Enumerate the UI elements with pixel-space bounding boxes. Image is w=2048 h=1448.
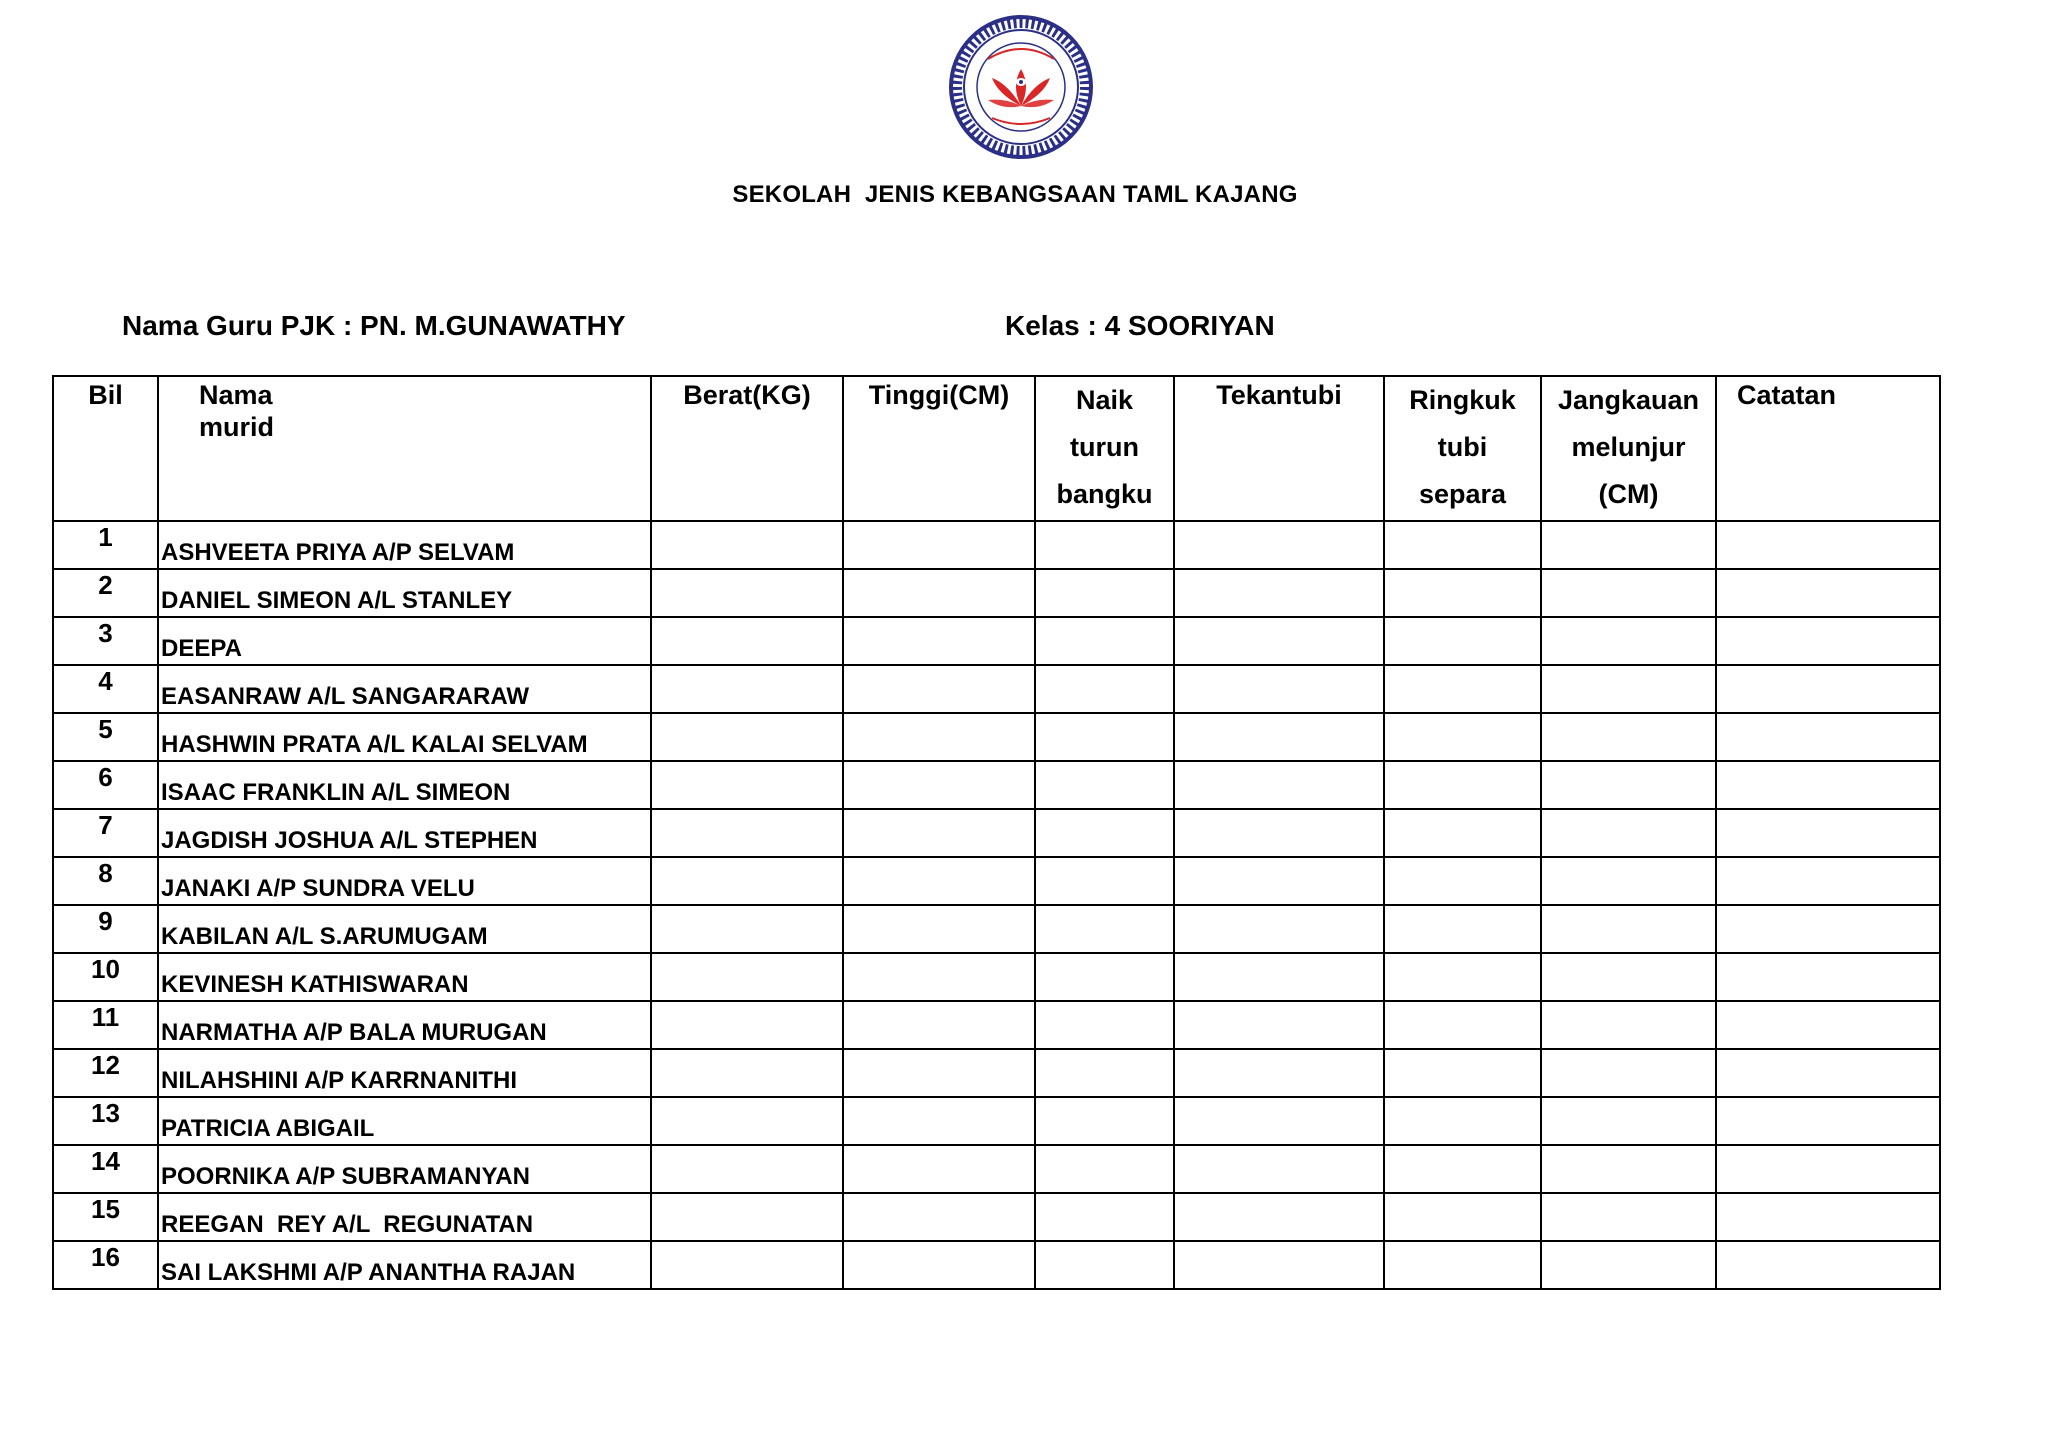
cell-tinggi[interactable] bbox=[843, 569, 1035, 617]
cell-tekantubi[interactable] bbox=[1174, 1241, 1384, 1289]
cell-tekantubi[interactable] bbox=[1174, 809, 1384, 857]
cell-ringkuk-tubi-separa[interactable] bbox=[1384, 617, 1541, 665]
cell-tinggi[interactable] bbox=[843, 521, 1035, 569]
cell-nama-murid: KABILAN A/L S.ARUMUGAM bbox=[158, 905, 651, 953]
table-row bbox=[53, 1241, 1940, 1289]
cell-jangkauan-melunjur[interactable] bbox=[1541, 953, 1716, 1001]
cell-jangkauan-melunjur[interactable] bbox=[1541, 521, 1716, 569]
header-naik-turun-bangku: Naik turun bangku bbox=[1035, 376, 1174, 521]
cell-tekantubi[interactable] bbox=[1174, 713, 1384, 761]
cell-catatan[interactable] bbox=[1716, 713, 1940, 761]
cell-nama-murid: PATRICIA ABIGAIL bbox=[158, 1097, 651, 1145]
cell-tekantubi[interactable] bbox=[1174, 905, 1384, 953]
cell-naik-turun-bangku[interactable] bbox=[1035, 953, 1174, 1001]
cell-bil: 10 bbox=[53, 953, 158, 1001]
cell-berat[interactable] bbox=[651, 809, 843, 857]
cell-nama-murid: POORNIKA A/P SUBRAMANYAN bbox=[158, 1145, 651, 1193]
cell-naik-turun-bangku[interactable] bbox=[1035, 1097, 1174, 1145]
cell-ringkuk-tubi-separa[interactable] bbox=[1384, 761, 1541, 809]
cell-berat[interactable] bbox=[651, 761, 843, 809]
table-row bbox=[53, 761, 1940, 809]
cell-naik-turun-bangku[interactable] bbox=[1035, 905, 1174, 953]
header-catatan: Catatan bbox=[1716, 376, 1940, 521]
cell-tinggi[interactable] bbox=[843, 905, 1035, 953]
cell-naik-turun-bangku[interactable] bbox=[1035, 1193, 1174, 1241]
table-row bbox=[53, 905, 1940, 953]
cell-catatan[interactable] bbox=[1716, 1241, 1940, 1289]
cell-catatan[interactable] bbox=[1716, 809, 1940, 857]
cell-tinggi[interactable] bbox=[843, 713, 1035, 761]
header-tinggi: Tinggi(CM) bbox=[843, 376, 1035, 521]
cell-jangkauan-melunjur[interactable] bbox=[1541, 761, 1716, 809]
cell-bil: 15 bbox=[53, 1193, 158, 1241]
cell-ringkuk-tubi-separa[interactable] bbox=[1384, 857, 1541, 905]
cell-jangkauan-melunjur[interactable] bbox=[1541, 1001, 1716, 1049]
cell-ringkuk-tubi-separa[interactable] bbox=[1384, 905, 1541, 953]
cell-nama-murid: KEVINESH KATHISWARAN bbox=[158, 953, 651, 1001]
cell-berat[interactable] bbox=[651, 521, 843, 569]
cell-bil: 12 bbox=[53, 1049, 158, 1097]
cell-bil: 11 bbox=[53, 1001, 158, 1049]
cell-ringkuk-tubi-separa[interactable] bbox=[1384, 665, 1541, 713]
cell-jangkauan-melunjur[interactable] bbox=[1541, 905, 1716, 953]
cell-jangkauan-melunjur[interactable] bbox=[1541, 1049, 1716, 1097]
cell-nama-murid: SAI LAKSHMI A/P ANANTHA RAJAN bbox=[158, 1241, 651, 1289]
table-row bbox=[53, 1145, 1940, 1193]
cell-jangkauan-melunjur[interactable] bbox=[1541, 713, 1716, 761]
cell-catatan[interactable] bbox=[1716, 617, 1940, 665]
cell-naik-turun-bangku[interactable] bbox=[1035, 1001, 1174, 1049]
cell-berat[interactable] bbox=[651, 1145, 843, 1193]
cell-naik-turun-bangku[interactable] bbox=[1035, 1049, 1174, 1097]
cell-tinggi[interactable] bbox=[843, 1097, 1035, 1145]
cell-jangkauan-melunjur[interactable] bbox=[1541, 1097, 1716, 1145]
cell-naik-turun-bangku[interactable] bbox=[1035, 569, 1174, 617]
cell-ringkuk-tubi-separa[interactable] bbox=[1384, 521, 1541, 569]
cell-tinggi[interactable] bbox=[843, 665, 1035, 713]
cell-ringkuk-tubi-separa[interactable] bbox=[1384, 809, 1541, 857]
cell-tinggi[interactable] bbox=[843, 1241, 1035, 1289]
cell-tinggi[interactable] bbox=[843, 1193, 1035, 1241]
cell-catatan[interactable] bbox=[1716, 569, 1940, 617]
cell-bil: 6 bbox=[53, 761, 158, 809]
cell-berat[interactable] bbox=[651, 1241, 843, 1289]
cell-tinggi[interactable] bbox=[843, 761, 1035, 809]
teacher-name: Nama Guru PJK : PN. M.GUNAWATHY bbox=[122, 310, 626, 341]
header-bil: Bil bbox=[53, 376, 158, 521]
cell-naik-turun-bangku[interactable] bbox=[1035, 1145, 1174, 1193]
cell-catatan[interactable] bbox=[1716, 1097, 1940, 1145]
cell-tekantubi[interactable] bbox=[1174, 761, 1384, 809]
cell-nama-murid: DANIEL SIMEON A/L STANLEY bbox=[158, 569, 651, 617]
header-berat: Berat(KG) bbox=[651, 376, 843, 521]
cell-tekantubi[interactable] bbox=[1174, 1097, 1384, 1145]
table-row bbox=[53, 713, 1940, 761]
cell-jangkauan-melunjur[interactable] bbox=[1541, 1145, 1716, 1193]
cell-berat[interactable] bbox=[651, 1001, 843, 1049]
school-title: SEKOLAH JENIS KEBANGSAAN TAML KAJANG bbox=[732, 181, 1298, 208]
cell-catatan[interactable] bbox=[1716, 761, 1940, 809]
cell-nama-murid: EASANRAW A/L SANGARARAW bbox=[158, 665, 651, 713]
header-jangkauan-melunjur: Jangkauan melunjur (CM) bbox=[1541, 376, 1716, 521]
cell-bil: 4 bbox=[53, 665, 158, 713]
cell-berat[interactable] bbox=[651, 905, 843, 953]
cell-catatan[interactable] bbox=[1716, 1049, 1940, 1097]
cell-jangkauan-melunjur[interactable] bbox=[1541, 1193, 1716, 1241]
cell-tekantubi[interactable] bbox=[1174, 1193, 1384, 1241]
cell-berat[interactable] bbox=[651, 665, 843, 713]
cell-naik-turun-bangku[interactable] bbox=[1035, 665, 1174, 713]
cell-naik-turun-bangku[interactable] bbox=[1035, 1241, 1174, 1289]
cell-bil: 3 bbox=[53, 617, 158, 665]
cell-catatan[interactable] bbox=[1716, 1001, 1940, 1049]
cell-bil: 2 bbox=[53, 569, 158, 617]
cell-ringkuk-tubi-separa[interactable] bbox=[1384, 713, 1541, 761]
header-nama-murid: Nama murid bbox=[158, 376, 651, 521]
cell-tinggi[interactable] bbox=[843, 617, 1035, 665]
table-row bbox=[53, 1193, 1940, 1241]
table-row bbox=[53, 617, 1940, 665]
table-row bbox=[53, 857, 1940, 905]
cell-naik-turun-bangku[interactable] bbox=[1035, 857, 1174, 905]
cell-catatan[interactable] bbox=[1716, 1145, 1940, 1193]
cell-jangkauan-melunjur[interactable] bbox=[1541, 617, 1716, 665]
cell-bil: 1 bbox=[53, 521, 158, 569]
cell-jangkauan-melunjur[interactable] bbox=[1541, 1241, 1716, 1289]
table-row bbox=[53, 1097, 1940, 1145]
cell-ringkuk-tubi-separa[interactable] bbox=[1384, 953, 1541, 1001]
cell-naik-turun-bangku[interactable] bbox=[1035, 521, 1174, 569]
class-name: Kelas : 4 SOORIYAN bbox=[1005, 310, 1275, 341]
cell-naik-turun-bangku[interactable] bbox=[1035, 617, 1174, 665]
table-header-row bbox=[53, 376, 1940, 521]
cell-bil: 14 bbox=[53, 1145, 158, 1193]
cell-nama-murid: JANAKI A/P SUNDRA VELU bbox=[158, 857, 651, 905]
cell-tekantubi[interactable] bbox=[1174, 953, 1384, 1001]
cell-ringkuk-tubi-separa[interactable] bbox=[1384, 1241, 1541, 1289]
cell-ringkuk-tubi-separa[interactable] bbox=[1384, 1001, 1541, 1049]
cell-tekantubi[interactable] bbox=[1174, 569, 1384, 617]
cell-catatan[interactable] bbox=[1716, 857, 1940, 905]
table-row bbox=[53, 665, 1940, 713]
cell-bil: 7 bbox=[53, 809, 158, 857]
cell-ringkuk-tubi-separa[interactable] bbox=[1384, 1145, 1541, 1193]
cell-ringkuk-tubi-separa[interactable] bbox=[1384, 1049, 1541, 1097]
cell-catatan[interactable] bbox=[1716, 521, 1940, 569]
cell-tekantubi[interactable] bbox=[1174, 857, 1384, 905]
cell-catatan[interactable] bbox=[1716, 953, 1940, 1001]
cell-tinggi[interactable] bbox=[843, 809, 1035, 857]
table-row bbox=[53, 953, 1940, 1001]
cell-berat[interactable] bbox=[651, 857, 843, 905]
cell-tinggi[interactable] bbox=[843, 1001, 1035, 1049]
cell-nama-murid: NARMATHA A/P BALA MURUGAN bbox=[158, 1001, 651, 1049]
cell-catatan[interactable] bbox=[1716, 905, 1940, 953]
table-row bbox=[53, 1001, 1940, 1049]
cell-tekantubi[interactable] bbox=[1174, 521, 1384, 569]
cell-tekantubi[interactable] bbox=[1174, 1001, 1384, 1049]
table-row bbox=[53, 569, 1940, 617]
cell-tekantubi[interactable] bbox=[1174, 617, 1384, 665]
header-tekantubi: Tekantubi bbox=[1174, 376, 1384, 521]
cell-bil: 5 bbox=[53, 713, 158, 761]
cell-nama-murid: JAGDISH JOSHUA A/L STEPHEN bbox=[158, 809, 651, 857]
cell-bil: 9 bbox=[53, 905, 158, 953]
cell-berat[interactable] bbox=[651, 1049, 843, 1097]
cell-catatan[interactable] bbox=[1716, 1193, 1940, 1241]
cell-tinggi[interactable] bbox=[843, 953, 1035, 1001]
cell-catatan[interactable] bbox=[1716, 665, 1940, 713]
cell-ringkuk-tubi-separa[interactable] bbox=[1384, 1193, 1541, 1241]
student-fitness-table bbox=[52, 375, 1941, 1290]
cell-naik-turun-bangku[interactable] bbox=[1035, 761, 1174, 809]
cell-bil: 13 bbox=[53, 1097, 158, 1145]
cell-berat[interactable] bbox=[651, 713, 843, 761]
table-row bbox=[53, 809, 1940, 857]
cell-jangkauan-melunjur[interactable] bbox=[1541, 665, 1716, 713]
cell-berat[interactable] bbox=[651, 569, 843, 617]
cell-berat[interactable] bbox=[651, 617, 843, 665]
cell-jangkauan-melunjur[interactable] bbox=[1541, 857, 1716, 905]
cell-berat[interactable] bbox=[651, 1193, 843, 1241]
school-logo bbox=[948, 14, 1094, 160]
cell-ringkuk-tubi-separa[interactable] bbox=[1384, 569, 1541, 617]
cell-berat[interactable] bbox=[651, 1097, 843, 1145]
header-ringkuk-tubi-separa: Ringkuk tubi separa bbox=[1384, 376, 1541, 521]
cell-nama-murid: NILAHSHINI A/P KARRNANITHI bbox=[158, 1049, 651, 1097]
cell-bil: 16 bbox=[53, 1241, 158, 1289]
cell-berat[interactable] bbox=[651, 953, 843, 1001]
cell-jangkauan-melunjur[interactable] bbox=[1541, 569, 1716, 617]
table-row bbox=[53, 1049, 1940, 1097]
cell-bil: 8 bbox=[53, 857, 158, 905]
cell-nama-murid: REEGAN REY A/L REGUNATAN bbox=[158, 1193, 651, 1241]
cell-tekantubi[interactable] bbox=[1174, 1049, 1384, 1097]
cell-naik-turun-bangku[interactable] bbox=[1035, 809, 1174, 857]
cell-tinggi[interactable] bbox=[843, 1145, 1035, 1193]
cell-tekantubi[interactable] bbox=[1174, 1145, 1384, 1193]
table-row bbox=[53, 521, 1940, 569]
cell-nama-murid: HASHWIN PRATA A/L KALAI SELVAM bbox=[158, 713, 651, 761]
cell-tekantubi[interactable] bbox=[1174, 665, 1384, 713]
cell-nama-murid: ISAAC FRANKLIN A/L SIMEON bbox=[158, 761, 651, 809]
cell-tinggi[interactable] bbox=[843, 857, 1035, 905]
cell-tinggi[interactable] bbox=[843, 1049, 1035, 1097]
cell-ringkuk-tubi-separa[interactable] bbox=[1384, 1097, 1541, 1145]
cell-jangkauan-melunjur[interactable] bbox=[1541, 809, 1716, 857]
cell-nama-murid: ASHVEETA PRIYA A/P SELVAM bbox=[158, 521, 651, 569]
cell-naik-turun-bangku[interactable] bbox=[1035, 713, 1174, 761]
cell-nama-murid: DEEPA bbox=[158, 617, 651, 665]
